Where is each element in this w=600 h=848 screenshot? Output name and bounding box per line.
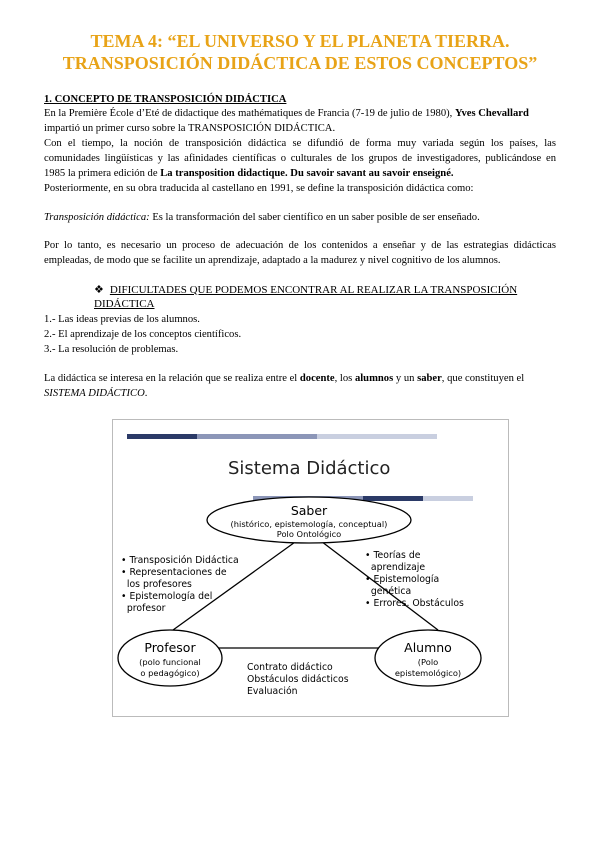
left-list-item-2: • Representaciones de <box>121 567 227 578</box>
bar-mid-top <box>197 434 317 439</box>
section-heading: 1. CONCEPTO DE TRANSPOSICIÓN DIDÁCTICA <box>44 94 287 105</box>
profesor-label: Profesor <box>144 640 196 655</box>
bar-light-under-title <box>423 496 473 501</box>
paragraph-3-line-1: Por lo tanto, es necesario un proceso de adecuación de los contenidos a enseñar y de las estrategias didácticas <box>44 240 556 251</box>
difficulties-heading <box>94 283 556 311</box>
author-name: Yves Chevallard <box>454 108 529 119</box>
definition-term: Transposición didáctica: <box>44 212 150 223</box>
paragraph-1-line-2: impartió un primer curso sobre la TRANSPOSICIÓN DIDÁCTICA. <box>44 123 336 134</box>
paragraph-2-line-2: comunidades lingüísticas y las afinidades científicas o culturales de los grupos de investigadores, publicándose en <box>44 153 556 164</box>
diagram-title: Sistema Didáctico <box>228 458 391 479</box>
bottom-list-item-2: Obstáculos didácticos <box>247 674 349 685</box>
bottom-list-item-1: Contrato didáctico <box>247 662 333 673</box>
bar-dark-top <box>127 434 197 439</box>
profesor-sub-2: o pedagógico) <box>140 668 200 678</box>
sistema-didactico-figure <box>113 420 508 716</box>
text: En la Première École d’Eté de didactique des mathématiques de Francia (7-19 de julio de 1980), <box>44 108 453 119</box>
paragraph-2-line-1: Con el tiempo, la noción de transposición didáctica se difundió de forma muy variada según los países, las <box>44 138 556 149</box>
bar-light-top <box>317 434 437 439</box>
diamond-bullet-icon: ❖ <box>94 284 104 296</box>
profesor-sub-1: (polo funcional <box>139 657 201 667</box>
heading-text: DIFICULTADES QUE PODEMOS ENCONTRAR AL REALIZAR LA TRANSPOSICIÓN DIDÁCTICA <box>94 284 518 310</box>
alumno-label: Alumno <box>404 640 452 655</box>
text: , que constituyen el <box>441 373 525 384</box>
text: . <box>144 388 148 399</box>
book-title: La transposition didactique. Du savoir savant au savoir enseigné. <box>160 168 454 179</box>
left-list-item-3: los profesores <box>121 579 192 590</box>
alumnos-word: alumnos <box>354 373 394 384</box>
difficulty-item-1: 1.- Las ideas previas de los alumnos. <box>44 314 200 325</box>
right-list-item-2: aprendizaje <box>365 562 426 573</box>
paragraph-2-line-4: Posteriormente, en su obra traducida al castellano en 1991, se define la transposición didáctica como: <box>44 183 474 194</box>
right-list-item-3: • Epistemología <box>365 574 440 585</box>
alumno-sub-1: (Polo <box>417 657 439 667</box>
diagram-svg <box>113 420 508 716</box>
document-title-line-2: TRANSPOSICIÓN DIDÁCTICA DE ESTOS CONCEPTOS” <box>62 53 538 73</box>
left-list-item-5: profesor <box>121 603 166 614</box>
paragraph-2-line-3 <box>44 166 454 181</box>
bottom-list-item-3: Evaluación <box>247 686 298 697</box>
system-name: SISTEMA DIDÁCTICO <box>44 388 145 399</box>
definition-text: Es la transformación del saber científico en un saber posible de ser enseñado. <box>152 212 480 223</box>
paragraph-1-line-1 <box>44 106 529 121</box>
alumno-sub-2: epistemológico) <box>394 668 462 678</box>
edge-saber-profesor <box>173 532 309 630</box>
right-list-item-1: • Teorías de <box>365 550 421 561</box>
text: , los <box>334 373 353 384</box>
system-paragraph-line-1 <box>44 371 524 386</box>
right-list-item-5: • Errores. Obstáculos <box>365 598 464 609</box>
saber-sub-2: Polo Ontológico <box>276 529 342 539</box>
right-list-item-4: genética <box>365 586 412 597</box>
difficulty-item-2: 2.- El aprendizaje de los conceptos científicos. <box>44 329 242 340</box>
saber-word: saber <box>417 373 442 384</box>
saber-sub-1: (histórico, epistemología, conceptual) <box>230 519 388 529</box>
paragraph-3-line-2: empleadas, de modo que se facilite un aprendizaje, adaptado a la madurez y nivel cognitivo de los alumnos. <box>44 255 501 266</box>
bar-dark-under-title <box>363 496 423 501</box>
text: y un <box>395 373 415 384</box>
left-list-item-1: • Transposición Didáctica <box>121 555 239 566</box>
text: La didáctica se interesa en la relación que se realiza entre el <box>44 373 298 384</box>
system-paragraph-line-2 <box>44 386 147 401</box>
document-title-line-1: TEMA 4: “EL UNIVERSO Y EL PLANETA TIERRA. <box>90 31 510 51</box>
saber-label: Saber <box>290 503 328 518</box>
difficulty-item-3: 3.- La resolución de problemas. <box>44 344 179 355</box>
definition <box>44 210 480 225</box>
docente-word: docente <box>299 373 335 384</box>
left-list-item-4: • Epistemología del <box>121 591 213 602</box>
text: 1985 la primera edición de <box>44 168 158 179</box>
